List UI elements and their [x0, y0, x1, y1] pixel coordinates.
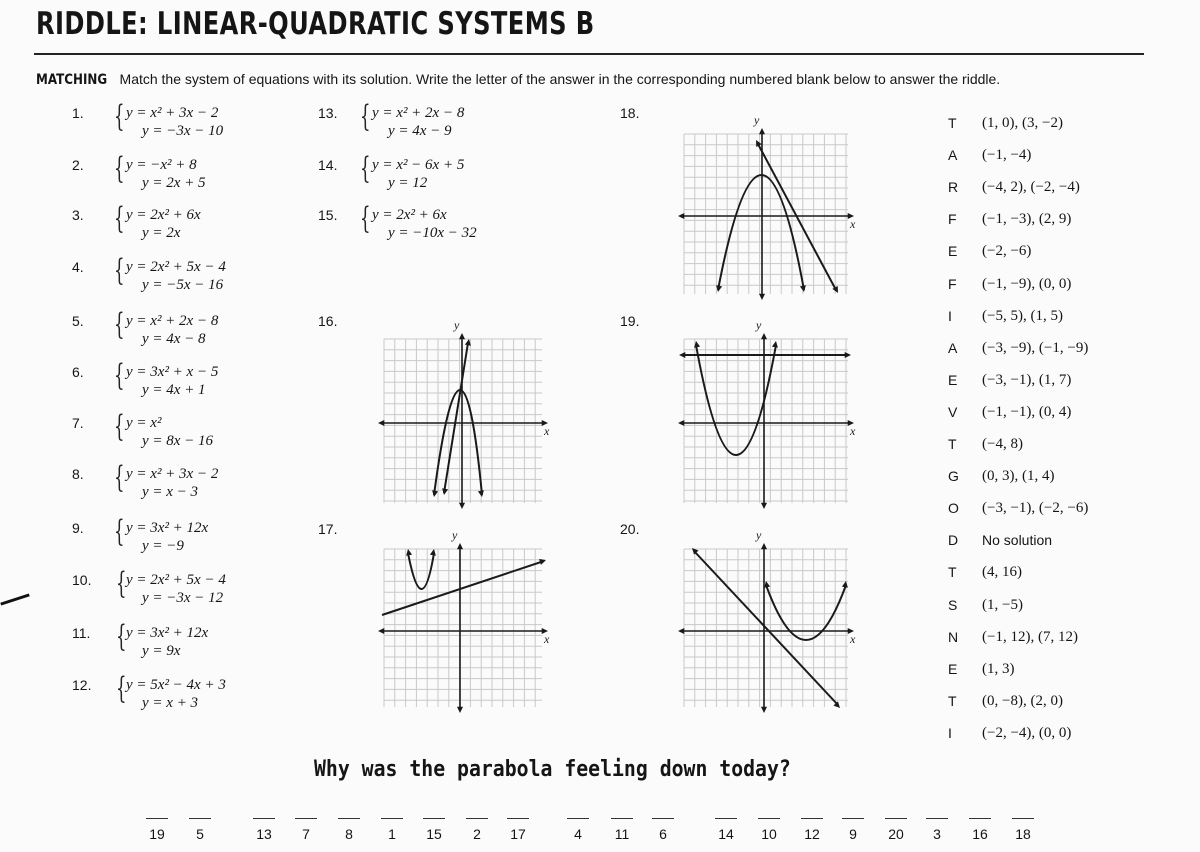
blank-number: 11 [614, 826, 630, 842]
problem-5 [72, 307, 302, 353]
problem-10 [72, 566, 302, 612]
answer-value: (−2, −6) [982, 243, 1032, 260]
equation-linear: y = −5x − 16 [142, 277, 224, 293]
answer-blank[interactable] [423, 818, 445, 819]
riddle-question: Why was the parabola feeling down today? [314, 757, 791, 782]
answer-blank[interactable] [381, 818, 403, 819]
blank-number: 13 [256, 826, 272, 842]
problem-9 [72, 514, 302, 560]
problem-number: 3. [72, 207, 84, 223]
problem-15 [318, 201, 548, 247]
graph-16 [376, 315, 550, 511]
answer-value: (0, −8), (2, 0) [982, 692, 1063, 709]
problem-4 [72, 253, 302, 299]
answer-option [948, 276, 1148, 296]
equation-linear: y = −3x − 12 [142, 590, 224, 606]
arrowhead [842, 581, 848, 588]
x-axis-label: x [850, 424, 856, 438]
answer-value: (−5, 5), (1, 5) [982, 307, 1063, 324]
problem-number: 6. [72, 364, 84, 380]
blank-number: 19 [149, 826, 165, 842]
equation-quadratic: y = −x² + 8 [126, 157, 197, 173]
y-axis-arrow [761, 503, 767, 509]
answer-blank[interactable] [885, 818, 907, 819]
blank-number: 18 [1015, 826, 1031, 842]
blank-number: 17 [510, 826, 526, 842]
answer-blank[interactable] [652, 818, 674, 819]
answer-value: No solution [982, 532, 1053, 549]
y-axis-arrow [759, 128, 765, 134]
answer-option [948, 629, 1148, 649]
blank-number: 3 [933, 826, 941, 842]
equation-linear: y = 2x + 5 [142, 175, 206, 191]
answer-option [948, 693, 1148, 713]
answer-value: (1, 0), (3, −2) [982, 115, 1063, 131]
x-axis-arrow [678, 420, 684, 426]
answer-blank[interactable] [189, 818, 211, 819]
graph-problem-number: 16. [318, 313, 338, 329]
answer-value: (−3, −1), (−2, −6) [982, 500, 1089, 517]
answer-letter: R [948, 179, 959, 196]
problem-number: 5. [72, 313, 84, 329]
problem-2 [72, 151, 302, 197]
problem-3 [72, 201, 302, 247]
y-axis-arrow [459, 333, 465, 339]
equation-linear: y = 4x − 8 [142, 331, 206, 347]
arrowhead [442, 488, 448, 495]
grid [384, 339, 542, 503]
system-brace: { [114, 514, 125, 549]
answer-value: (4, 16) [982, 564, 1022, 581]
system-brace: { [360, 151, 371, 186]
answer-option [948, 147, 1148, 167]
answer-blank[interactable] [253, 818, 275, 819]
answer-blank[interactable] [146, 818, 168, 819]
equation-quadratic: y = 2x² + 6x [372, 207, 447, 223]
answer-blank[interactable] [715, 818, 737, 819]
equation-linear: y = −9 [142, 538, 184, 554]
blank-number: 15 [426, 826, 442, 842]
equation-quadratic: y = x² − 6x + 5 [372, 157, 465, 173]
answer-value: (−1, −4) [982, 147, 1032, 164]
x-axis-arrow [378, 420, 384, 426]
blank-number: 5 [196, 826, 204, 842]
answer-letter: T [948, 564, 957, 581]
answer-letter: S [948, 596, 958, 613]
line [382, 561, 544, 615]
problem-number: 13. [318, 105, 338, 121]
system-brace: { [114, 409, 125, 444]
problem-1 [72, 99, 302, 145]
y-axis-arrow [457, 543, 463, 549]
answer-option [948, 308, 1148, 328]
x-axis-arrow [678, 213, 684, 219]
problem-number: 2. [72, 157, 84, 173]
x-axis-label: x [544, 424, 550, 438]
answer-letter: T [948, 436, 957, 452]
answer-blank[interactable] [338, 818, 360, 819]
graph-problem-number: 20. [620, 521, 640, 537]
system-brace: { [114, 358, 125, 393]
problem-number: 12. [72, 677, 92, 693]
answer-value: (−4, 8) [982, 436, 1023, 452]
answer-value: (0, 3), (1, 4) [982, 468, 1055, 485]
answer-option [948, 340, 1148, 360]
equation-linear: y = 4x + 1 [142, 382, 206, 398]
problem-8 [72, 460, 302, 506]
y-axis-label: y [754, 113, 760, 127]
equation-quadratic: y = x² + 2x − 8 [126, 313, 219, 329]
system-brace: { [114, 201, 125, 236]
equation-quadratic: y = x² + 3x − 2 [126, 466, 219, 482]
answer-letter: T [948, 692, 957, 709]
answer-value: (−1, −1), (0, 4) [982, 403, 1072, 420]
x-axis-label: x [850, 217, 856, 231]
equation-linear: y = 12 [388, 175, 428, 191]
blank-number: 12 [804, 826, 820, 842]
answer-option [948, 597, 1148, 617]
x-axis-label: x [850, 632, 856, 646]
y-axis-arrow [761, 333, 767, 339]
equation-quadratic: y = x² + 3x − 2 [126, 105, 219, 121]
problem-number: 14. [318, 157, 338, 173]
answer-value: (−1, −3), (2, 9) [982, 211, 1072, 228]
answer-option [948, 725, 1148, 745]
arrowhead [716, 285, 722, 292]
blank-number: 20 [888, 826, 904, 842]
equation-quadratic: y = 3x² + x − 5 [126, 364, 219, 380]
answer-letter: D [948, 532, 959, 549]
equation-linear: y = 8x − 16 [142, 433, 214, 449]
problem-number: 15. [318, 207, 338, 223]
system-brace: { [116, 619, 127, 654]
answer-blank[interactable] [801, 818, 823, 819]
instructions-text: Match the system of equations with its solution. Write the letter of the answer in the corresponding numbered blank below to answer the riddle. [119, 71, 1001, 87]
equation-quadratic: y = 3x² + 12x [126, 625, 209, 641]
answer-blank[interactable] [507, 818, 529, 819]
answer-value: (−3, −9), (−1, −9) [982, 339, 1089, 356]
system-brace: { [116, 671, 127, 706]
answer-letter: V [948, 403, 958, 420]
system-brace: { [360, 201, 371, 236]
equation-linear: y = −10x − 32 [388, 225, 477, 241]
system-brace: { [360, 99, 371, 134]
answer-blank[interactable] [295, 818, 317, 819]
x-axis-arrow [378, 628, 384, 634]
y-axis-arrow [457, 707, 463, 713]
answer-value: (1, 3) [982, 660, 1015, 677]
answer-letter: F [948, 211, 957, 228]
blank-number: 9 [849, 826, 857, 842]
blank-number: 7 [302, 826, 310, 842]
blank-number: 14 [718, 826, 734, 842]
answer-option [948, 532, 1148, 552]
blank-number: 16 [972, 826, 988, 842]
answer-blank[interactable] [926, 818, 948, 819]
arrowhead [772, 341, 778, 348]
answer-option [948, 468, 1148, 488]
answer-blank[interactable] [758, 818, 780, 819]
y-axis-arrow [459, 503, 465, 509]
graph-18 [676, 110, 856, 302]
answer-letter: E [948, 660, 958, 677]
answer-value: (−1, 12), (7, 12) [982, 628, 1078, 645]
problem-number: 11. [72, 625, 91, 641]
line [694, 551, 838, 705]
blank-number: 1 [388, 826, 396, 842]
blank-number: 8 [345, 826, 353, 842]
system-brace: { [114, 307, 125, 342]
graph-problem-number: 18. [620, 105, 640, 121]
answer-option [948, 179, 1148, 199]
arrowhead [764, 581, 770, 588]
answer-letter: T [948, 115, 957, 131]
graph-20 [676, 525, 856, 715]
system-brace: { [114, 253, 125, 288]
y-axis-arrow [761, 707, 767, 713]
blank-number: 6 [659, 826, 667, 842]
equation-quadratic: y = 5x² − 4x + 3 [126, 677, 226, 693]
problem-6 [72, 358, 302, 404]
equation-quadratic: y = x² + 2x − 8 [372, 105, 465, 121]
y-axis-label: y [454, 318, 460, 332]
grid [384, 549, 542, 707]
answer-letter: O [948, 500, 959, 517]
answer-option [948, 500, 1148, 520]
answer-option [948, 404, 1148, 424]
problem-7 [72, 409, 302, 455]
answer-letter: F [948, 275, 957, 292]
y-axis-label: y [756, 318, 762, 332]
answer-letter: N [948, 628, 959, 645]
answer-letter: G [948, 468, 959, 485]
equation-linear: y = −3x − 10 [142, 123, 224, 139]
problem-11 [72, 619, 302, 665]
answer-option [948, 372, 1148, 392]
equation-quadratic: y = 2x² + 5x − 4 [126, 572, 226, 588]
instructions [36, 71, 1000, 88]
y-axis-label: y [452, 528, 458, 542]
system-brace: { [114, 151, 125, 186]
problem-number: 4. [72, 259, 84, 275]
problem-number: 8. [72, 466, 84, 482]
title-divider [34, 53, 1144, 55]
equation-quadratic: y = 3x² + 12x [126, 520, 209, 536]
margin-pen-mark [0, 593, 29, 605]
problem-number: 7. [72, 415, 84, 431]
answer-letter: E [948, 371, 958, 388]
answer-blank[interactable] [611, 818, 633, 819]
parabola [718, 175, 804, 290]
answer-option [948, 211, 1148, 231]
blank-number: 4 [574, 826, 582, 842]
graph-19 [676, 315, 856, 511]
answer-option [948, 436, 1148, 456]
answer-value: (−3, −1), (1, 7) [982, 371, 1072, 388]
equation-quadratic: y = x² [126, 415, 162, 431]
problem-13 [318, 99, 548, 145]
equation-linear: y = 4x − 9 [388, 123, 452, 139]
y-axis-arrow [759, 294, 765, 300]
answer-letter: I [948, 724, 952, 741]
arrowhead [432, 490, 438, 497]
equation-quadratic: y = 2x² + 5x − 4 [126, 259, 226, 275]
answer-value: (−1, −9), (0, 0) [982, 275, 1072, 292]
worksheet-title: RIDDLE: LINEAR-QUADRATIC SYSTEMS B [36, 6, 595, 42]
problem-number: 9. [72, 520, 84, 536]
graph-17 [376, 525, 550, 715]
graph-problem-number: 19. [620, 313, 640, 329]
answer-letter: A [948, 339, 958, 356]
problem-number: 10. [72, 572, 92, 588]
answer-letter: A [948, 147, 958, 164]
arrowhead [430, 549, 436, 556]
answer-blank[interactable] [1012, 818, 1034, 819]
blank-number: 2 [473, 826, 481, 842]
equation-quadratic: y = 2x² + 6x [126, 207, 201, 223]
arrowhead [406, 549, 412, 556]
answer-option [948, 115, 1148, 135]
equation-linear: y = 2x [142, 225, 181, 241]
answer-value: (−2, −4), (0, 0) [982, 724, 1072, 741]
graph-problem-number: 17. [318, 521, 338, 537]
answer-blank[interactable] [567, 818, 589, 819]
answer-blank[interactable] [969, 818, 991, 819]
equation-linear: y = x + 3 [142, 695, 199, 711]
system-brace: { [116, 566, 127, 601]
x-axis-arrow [678, 628, 684, 634]
y-axis-arrow [761, 543, 767, 549]
arrowhead [539, 559, 546, 565]
equation-linear: y = x − 3 [142, 484, 199, 500]
answer-option [948, 243, 1148, 263]
instructions-keyword: MATCHING [36, 72, 108, 88]
problem-14 [318, 151, 548, 197]
y-axis-label: y [756, 528, 762, 542]
blank-number: 10 [761, 826, 777, 842]
answer-blank[interactable] [842, 818, 864, 819]
answer-value: (−4, 2), (−2, −4) [982, 179, 1080, 196]
answer-letter: I [948, 307, 952, 324]
problem-number: 1. [72, 105, 84, 121]
arrowhead [679, 352, 685, 358]
answer-blank[interactable] [466, 818, 488, 819]
answer-option [948, 661, 1148, 681]
answer-letter: E [948, 243, 958, 260]
answer-value: (1, −5) [982, 596, 1023, 613]
system-brace: { [114, 99, 125, 134]
grid [684, 339, 848, 503]
system-brace: { [114, 460, 125, 495]
x-axis-label: x [544, 632, 550, 646]
answer-option [948, 564, 1148, 584]
problem-12 [72, 671, 302, 717]
arrowhead [845, 352, 851, 358]
equation-linear: y = 9x [142, 643, 181, 659]
